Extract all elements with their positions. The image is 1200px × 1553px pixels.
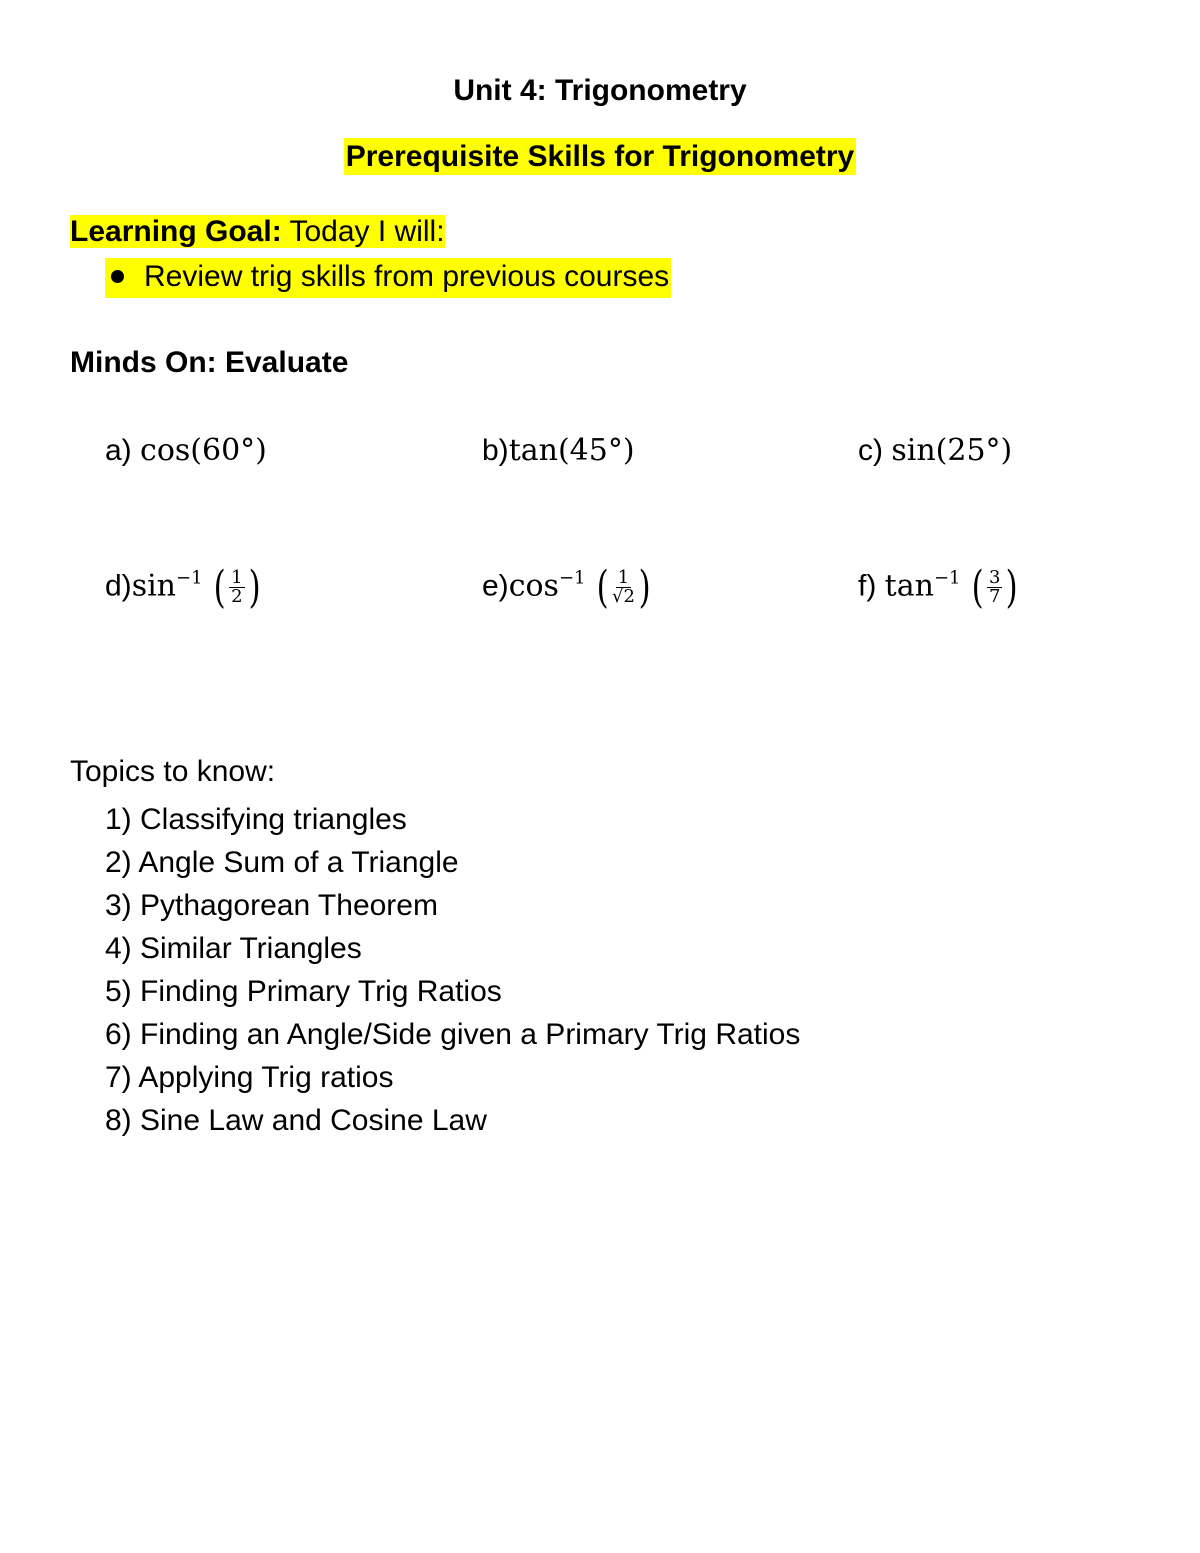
topic-list xyxy=(105,798,800,1142)
problem-d: $d)\sin^{-1}$ ( $\frac{1}{2}$ ) xyxy=(105,562,261,613)
learning-goal-label: Learning Goal: xyxy=(70,215,282,248)
problem-label: e) xyxy=(482,569,509,603)
page-title: Unit 4: Trigonometry xyxy=(453,74,747,107)
fraction-denominator: √2 xyxy=(612,586,635,607)
problem-func: cos xyxy=(508,568,559,604)
problem-exponent: −1 xyxy=(933,567,961,589)
topic-item: 8) Sine Law and Cosine Law xyxy=(105,1104,487,1137)
fraction-numerator: 1 xyxy=(231,567,243,588)
learning-goal-text: Today I will: xyxy=(281,215,445,248)
problem-label: d) xyxy=(105,569,132,603)
topic-item: 6) Finding an Angle/Side given a Primary Trig Ratios xyxy=(105,1018,801,1051)
problem-func: sin xyxy=(131,568,176,604)
topic-item: 5) Finding Primary Trig Ratios xyxy=(105,975,502,1008)
problem-e: $e)\cos^{-1}$ ( $\frac{1}{√2}$ ) xyxy=(482,562,651,613)
topics-heading: Topics to know: xyxy=(70,755,276,788)
topic-item: 2) Angle Sum of a Triangle xyxy=(105,846,459,879)
problem-label: c) xyxy=(858,434,883,467)
problem-label: b) xyxy=(482,434,509,467)
problem-f: f) $\tan^{-1}$ ( $\frac{3}{7}$ ) xyxy=(858,562,1019,613)
topic-item: 4) Similar Triangles xyxy=(105,932,362,965)
problem-fraction xyxy=(612,569,635,606)
problem-fraction xyxy=(987,569,1002,606)
problem-arg: (45°) xyxy=(557,433,635,468)
problem-label: f) xyxy=(858,569,877,603)
minds-on-heading: Minds On: Evaluate xyxy=(70,346,349,379)
subtitle-row xyxy=(0,140,1200,174)
topic-item: 3) Pythagorean Theorem xyxy=(105,889,438,922)
problem-func: cos xyxy=(140,433,191,468)
problem-c xyxy=(858,433,1012,468)
problem-fraction xyxy=(229,569,244,606)
fraction-denominator: 2 xyxy=(231,586,243,607)
fraction-numerator: 1 xyxy=(617,567,630,588)
problem-arg: (60°) xyxy=(190,433,267,468)
fraction-denominator: 7 xyxy=(989,586,1001,607)
problem-func: tan xyxy=(508,433,558,468)
problem-exponent: −1 xyxy=(558,567,586,589)
fraction-numerator: 3 xyxy=(989,567,1001,588)
bullet-icon xyxy=(111,270,124,283)
learning-goal-bullet-text: Review trig skills from previous courses xyxy=(144,260,670,293)
learning-goal xyxy=(70,215,445,249)
problem-b xyxy=(482,433,635,468)
subtitle: Prerequisite Skills for Trigonometry xyxy=(345,140,855,173)
learning-goal-bullet xyxy=(105,258,671,298)
problem-func: sin xyxy=(891,433,936,468)
problem-label: a) xyxy=(105,434,132,467)
problem-exponent: −1 xyxy=(176,567,203,589)
topic-item: 1) Classifying triangles xyxy=(105,803,407,836)
topic-item: 7) Applying Trig ratios xyxy=(105,1061,394,1094)
problem-arg: (25°) xyxy=(935,433,1013,468)
problem-a xyxy=(105,433,267,468)
problem-func: tan xyxy=(884,568,934,604)
